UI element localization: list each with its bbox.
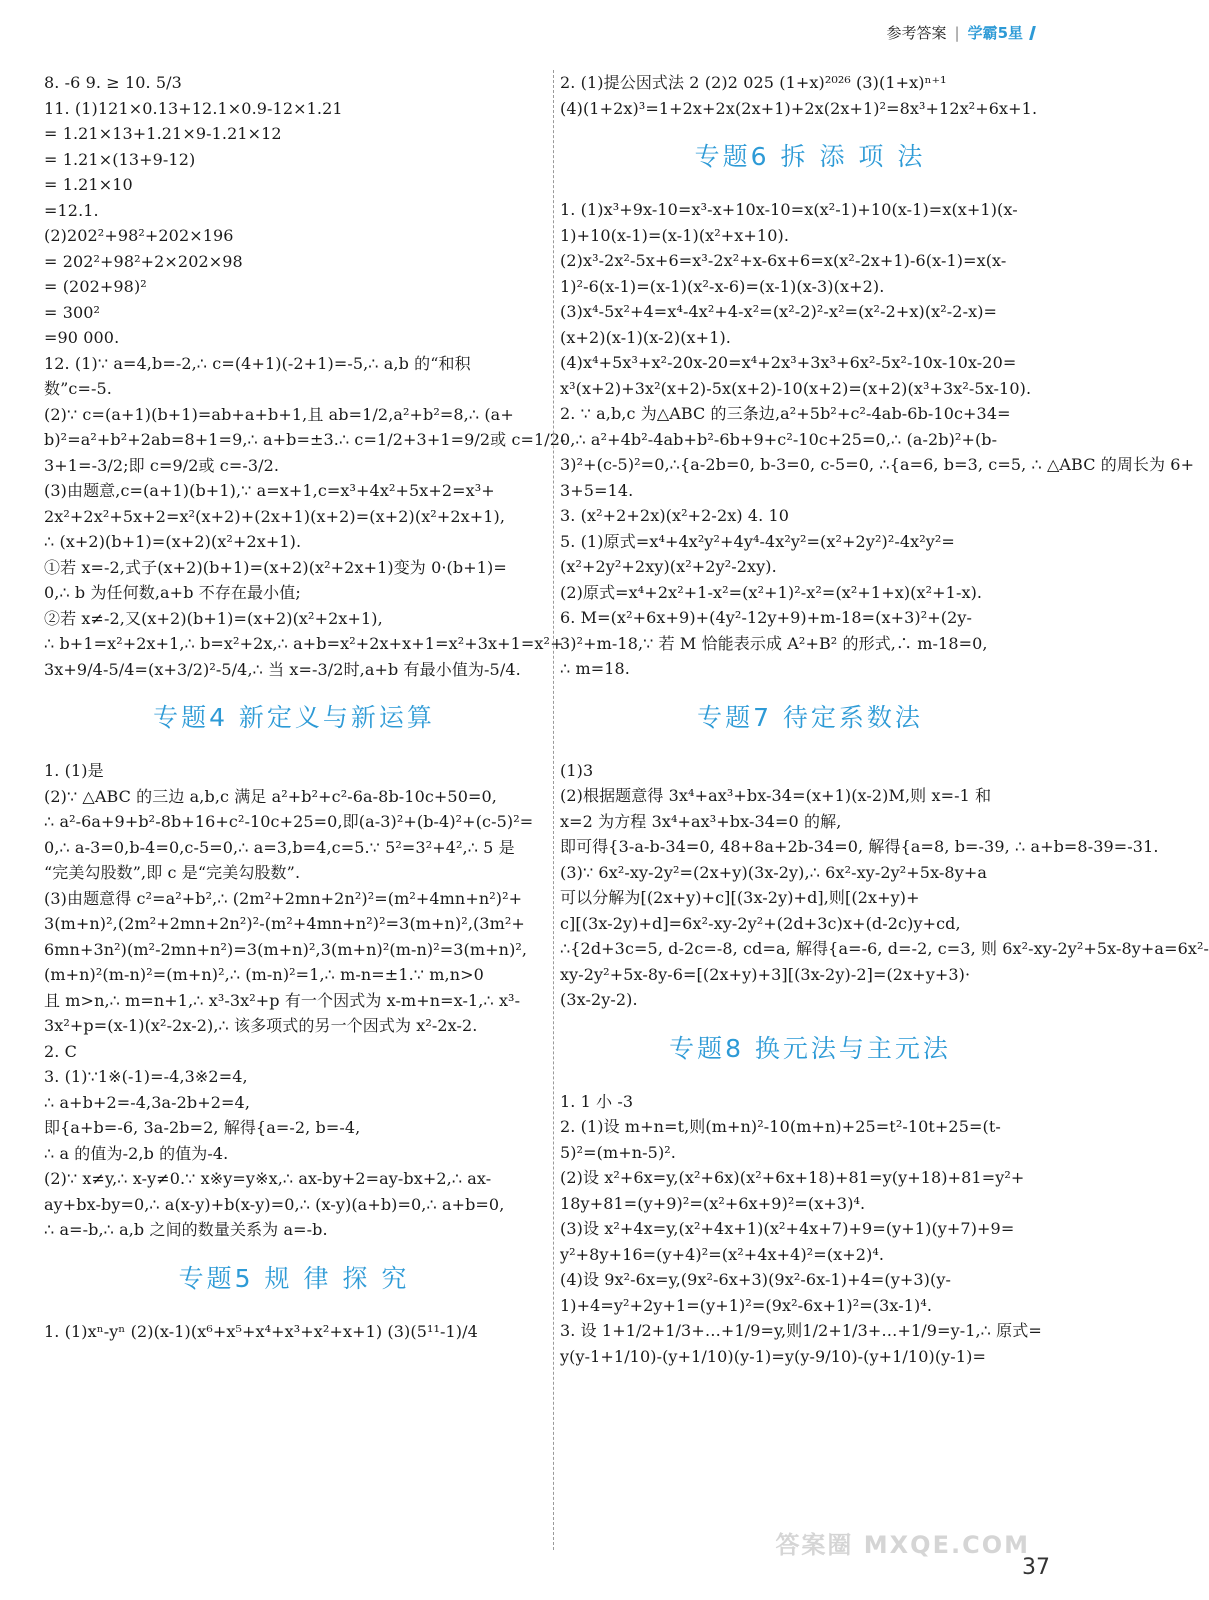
answer-line: 1)+4=y²+2y+1=(y+1)²=(9x²-6x+1)²=(3x-1)⁴. [560,1295,933,1315]
answer-line: x=2 为方程 3x⁴+ax³+bx-34=0 的解, [560,811,842,831]
section-title: 专题7 待定系数法 [697,702,923,732]
answer-line: (2)202²+98²+202×196 [44,226,234,245]
answer-line: ay+bx-by=0,∴ a(x-y)+b(x-y)=0,∴ (x-y)(a+b)=0,∴ a+b=0, [44,1194,505,1214]
answer-line: (x²+2y²+2xy)(x²+2y²-2xy). [560,557,777,576]
answer-line: 11. (1)121×0.13+12.1×0.9-12×1.21 [44,98,343,118]
answer-line: (2)设 x²+6x=y,(x²+6x)(x²+6x+18)+81=y(y+18)+81=y²+ [560,1168,1025,1187]
answer-line: 12. (1)∵ a=4,b=-2,∴ c=(4+1)(-2+1)=-5,∴ a,b 的“和积 [44,353,471,373]
answer-line: c][(3x-2y)+d]=6x²-xy-2y²+(2d+3c)x+(d-2c)y+cd, [560,913,961,933]
answer-line: 可以分解为[(2x+y)+c][(3x-2y)+d],则[(2x+y)+ [560,888,920,907]
answer-line: 数”c=-5. [44,379,112,398]
answer-line: (4)设 9x²-6x=y,(9x²-6x+3)(9x²-6x-1)+4=(y+3)(y- [560,1270,951,1289]
answer-line: ∴ m=18. [560,659,630,678]
answer-line: 即{a+b=-6, 3a-2b=2, 解得{a=-2, b=-4, [44,1118,361,1137]
answer-line: (3)设 x²+4x=y,(x²+4x+1)(x²+4x+7)+9=(y+1)(y+7)+9= [560,1219,1015,1238]
answer-line: 2. ∵ a,b,c 为△ABC 的三条边,a²+5b²+c²-4ab-6b-10c+34= [560,404,1011,423]
answer-line: ∴ b+1=x²+2x+1,∴ b=x²+2x,∴ a+b=x²+2x+x+1=x²+3x+1=x²+ [44,634,564,653]
answer-line: 2x²+2x²+5x+2=x²(x+2)+(2x+1)(x+2)=(x+2)(x²+2x+1), [44,506,506,526]
answer-line: (3)∵ 6x²-xy-2y²=(2x+y)(3x-2y),∴ 6x²-xy-2y²+5x-8y+a [560,862,987,882]
answer-line: (2)x³-2x²-5x+6=x³-2x²+x-6x+6=x(x²-2x+1)-6(x-1)=x(x- [560,251,1007,270]
answer-line: ∴ a 的值为-2,b 的值为-4. [44,1143,229,1163]
answer-line: =12.1. [44,200,99,220]
answer-line: ∴ a+b+2=-4,3a-2b+2=4, [44,1092,251,1112]
answer-line: 0,∴ a-3=0,b-4=0,c-5=0,∴ a=3,b=4,c=5.∵ 5²=3²+4²,∴ 5 是 [44,837,515,857]
answer-line: (2)根据题意得 3x⁴+ax³+bx-34=(x+1)(x-2)M,则 x=-1 和 [560,786,992,805]
answer-line: 6mn+3n²)(m²-2mn+n²)=3(m+n)²,3(m+n)²(m-n)²=3(m+n)², [44,939,528,959]
answer-line: y²+8y+16=(y+4)²=(x²+4x+4)²=(x+2)⁴. [560,1244,885,1264]
answer-line: (2)∵ c=(a+1)(b+1)=ab+a+b+1,且 ab=1/2,a²+b²=8,∴ (a+ [44,404,514,424]
answer-line: 1. (1)xⁿ-yⁿ (2)(x-1)(x⁶+x⁵+x⁴+x³+x²+x+1) (3)(5¹¹-1)/4 [44,1321,478,1341]
answer-line: (3)x⁴-5x²+4=x⁴-4x²+4-x²=(x²-2)²-x²=(x²-2+x)(x²-2-x)= [560,302,998,321]
left-column [44,70,566,1550]
right-column [560,70,1209,1550]
answer-line: 6. M=(x²+6x+9)+(4y²-12y+9)+m-18=(x+3)²+(2y- [560,608,973,627]
answer-line: (3)由题意,c=(a+1)(b+1),∵ a=x+1,c=x³+4x²+5x+2=x³+ [44,481,495,500]
answer-line: 1. 1 小 -3 [560,1091,634,1111]
answer-line: (2)∵ △ABC 的三边 a,b,c 满足 a²+b²+c²-6a-8b-10c+50=0, [44,786,497,806]
answer-line: 3x²+p=(x-1)(x²-2x-2),∴ 该多项式的另一个因式为 x²-2x-2. [44,1016,478,1035]
section-title: 专题4 新定义与新运算 [153,703,435,732]
answer-line: 1. (1)x³+9x-10=x³-x+10x-10=x(x²-1)+10(x-1)=x(x+1)(x- [560,200,1018,219]
section-title: 专题8 换元法与主元法 [669,1033,951,1063]
answer-line: 2. C [44,1041,77,1061]
answer-line: = 300² [44,302,101,322]
header-label: 参考答案 [886,24,947,42]
answer-line: 0,∴ b 为任何数,a+b 不存在最小值; [44,583,301,602]
answer-line: 3)²+(c-5)²=0,∴{a-2b=0, b-3=0, c-5=0, ∴{a=6, b=3, c=5, ∴ △ABC 的周长为 6+ [560,455,1195,474]
answer-line: (x+2)(x-1)(x-2)(x+1). [560,327,731,347]
answer-line: 1. (1)是 [44,761,104,780]
answer-line: (4)x⁴+5x³+x²-20x-20=x⁴+2x³+3x³+6x²-5x²-10x-10x-20= [560,353,1017,372]
answer-line: 3+5=14. [560,480,634,500]
answer-line: 1)+10(x-1)=(x-1)(x²+x+10). [560,225,790,245]
answer-line: ∴ a=-b,∴ a,b 之间的数量关系为 a=-b. [44,1220,328,1239]
watermark: 答案圈 MXQE.COM [775,1531,1030,1559]
answer-line: 3. (1)∵1※(-1)=-4,3※2=4, [44,1067,248,1086]
answer-line: b)²=a²+b²+2ab=8+1=9,∴ a+b=±3.∴ c=1/2+3+1=9/2或 c=1/2- [44,430,566,449]
answer-line: = (202+98)² [44,277,147,296]
answer-line: =90 000. [44,328,120,347]
answer-line: xy-2y²+5x-8y-6=[(2x+y)+3][(3x-2y)-2]=(2x+y+3)· [560,964,971,984]
answer-line: 2. (1)提公因式法 2 (2)2 025 (1+x)²⁰²⁶ (3)(1+x)ⁿ⁺¹ [560,73,947,92]
answer-line: (3)由题意得 c²=a²+b²,∴ (2m²+2mn+2n²)²=(m²+4mn+n²)²+ [44,888,523,908]
answer-line: 5. (1)原式=x⁴+4x²y²+4y⁴-4x²y²=(x²+2y²)²-4x²y²= [560,531,955,551]
answer-line: 1)²-6(x-1)=(x-1)(x²-x-6)=(x-1)(x-3)(x+2). [560,276,885,296]
answer-line: = 1.21×10 [44,175,133,194]
column-divider [553,70,554,1550]
answer-line: ∴{2d+3c=5, d-2c=-8, cd=a, 解得{a=-6, d=-2, c=3, 则 6x²-xy-2y²+5x-8y+a=6x²- [560,939,1209,958]
answer-line: (2)原式=x⁴+2x²+1-x²=(x²+1)²-x²=(x²+1+x)(x²+1-x). [560,582,983,602]
section-title: 专题6 拆 添 项 法 [694,142,926,171]
answer-line: ∴ (x+2)(b+1)=(x+2)(x²+2x+1). [44,532,302,551]
page-header [886,22,1044,43]
answer-line: ∴ a²-6a+9+b²-8b+16+c²-10c+25=0,即(a-3)²+(b-4)²+(c-5)²= [44,812,534,831]
answer-line: 即可得{3-a-b-34=0, 48+8a+2b-34=0, 解得{a=8, b=-39, ∴ a+b=8-39=-31. [560,837,1159,856]
answer-line: (4)(1+2x)³=1+2x+2x(2x+1)+2x(2x+1)²=8x³+12x²+6x+1. [560,98,1038,118]
brand-logo: 学霸5星 [967,24,1023,42]
answer-line: 18y+81=(y+9)²=(x²+6x+9)²=(x+3)⁴. [560,1193,866,1213]
answer-line: 2. (1)设 m+n=t,则(m+n)²-10(m+n)+25=t²-10t+25=(t- [560,1117,1001,1136]
answer-line: ①若 x=-2,式子(x+2)(b+1)=(x+2)(x²+2x+1)变为 0·(b+1)= [44,557,507,577]
answer-line: 3x+9/4-5/4=(x+3/2)²-5/4,∴ 当 x=-3/2时,a+b 有最小值为-5/4. [44,659,521,679]
page-number: 37 [1022,1555,1050,1580]
header-separator: | [954,23,960,42]
answer-line: 8. -6 9. ≥ 10. 5/3 [44,73,182,92]
answer-line: ②若 x≠-2,又(x+2)(b+1)=(x+2)(x²+2x+1), [44,608,383,628]
section-title: 专题5 规 律 探 究 [178,1263,410,1293]
answer-line: = 1.21×13+1.21×9-1.21×12 [44,124,282,143]
answer-line: x³(x+2)+3x²(x+2)-5x(x+2)-10(x+2)=(x+2)(x³+3x²-5x-10). [560,378,1032,398]
answer-line: 3. (x²+2+2x)(x²+2-2x) 4. 10 [560,506,790,525]
answer-line: (2)∵ x≠y,∴ x-y≠0.∵ x※y=y※x,∴ ax-by+2=ay-bx+2,∴ ax- [44,1169,492,1188]
answer-line: y(y-1+1/10)-(y+1/10)(y-1)=y(y-9/10)-(y+1/10)(y-1)= [560,1346,986,1366]
answer-line: 且 m>n,∴ m=n+1,∴ x³-3x²+p 有一个因式为 x-m+n=x-1,∴ x³- [44,990,521,1010]
answer-line: 3+1=-3/2;即 c=9/2或 c=-3/2. [44,455,280,475]
brand-mark-icon [1029,26,1046,40]
answer-line: 5)²=(m+n-5)². [560,1142,676,1162]
answer-line: = 1.21×(13+9-12) [44,149,196,169]
answer-line: 3)²+m-18,∵ 若 M 恰能表示成 A²+B² 的形式,∴ m-18=0, [560,633,988,653]
answer-line: “完美勾股数”,即 c 是“完美勾股数”. [44,863,301,882]
answer-line: (3x-2y-2). [560,990,638,1009]
answer-line: (m+n)²(m-n)²=(m+n)²,∴ (m-n)²=1,∴ m-n=±1.∵ m,n>0 [44,965,484,984]
answer-line: = 202²+98²+2×202×98 [44,251,243,271]
answer-line: 3. 设 1+1/2+1/3+…+1/9=y,则1/2+1/3+…+1/9=y-1,∴ 原式= [560,1321,1042,1340]
answer-line: (1)3 [560,760,594,780]
answer-line: 3(m+n)²,(2m²+2mn+2n²)²-(m²+4mn+n²)²=3(m+n)²,(3m²+ [44,914,525,933]
answer-line: 0,∴ a²+4b²-4ab+b²-6b+9+c²-10c+25=0,∴ (a-2b)²+(b- [560,429,998,449]
